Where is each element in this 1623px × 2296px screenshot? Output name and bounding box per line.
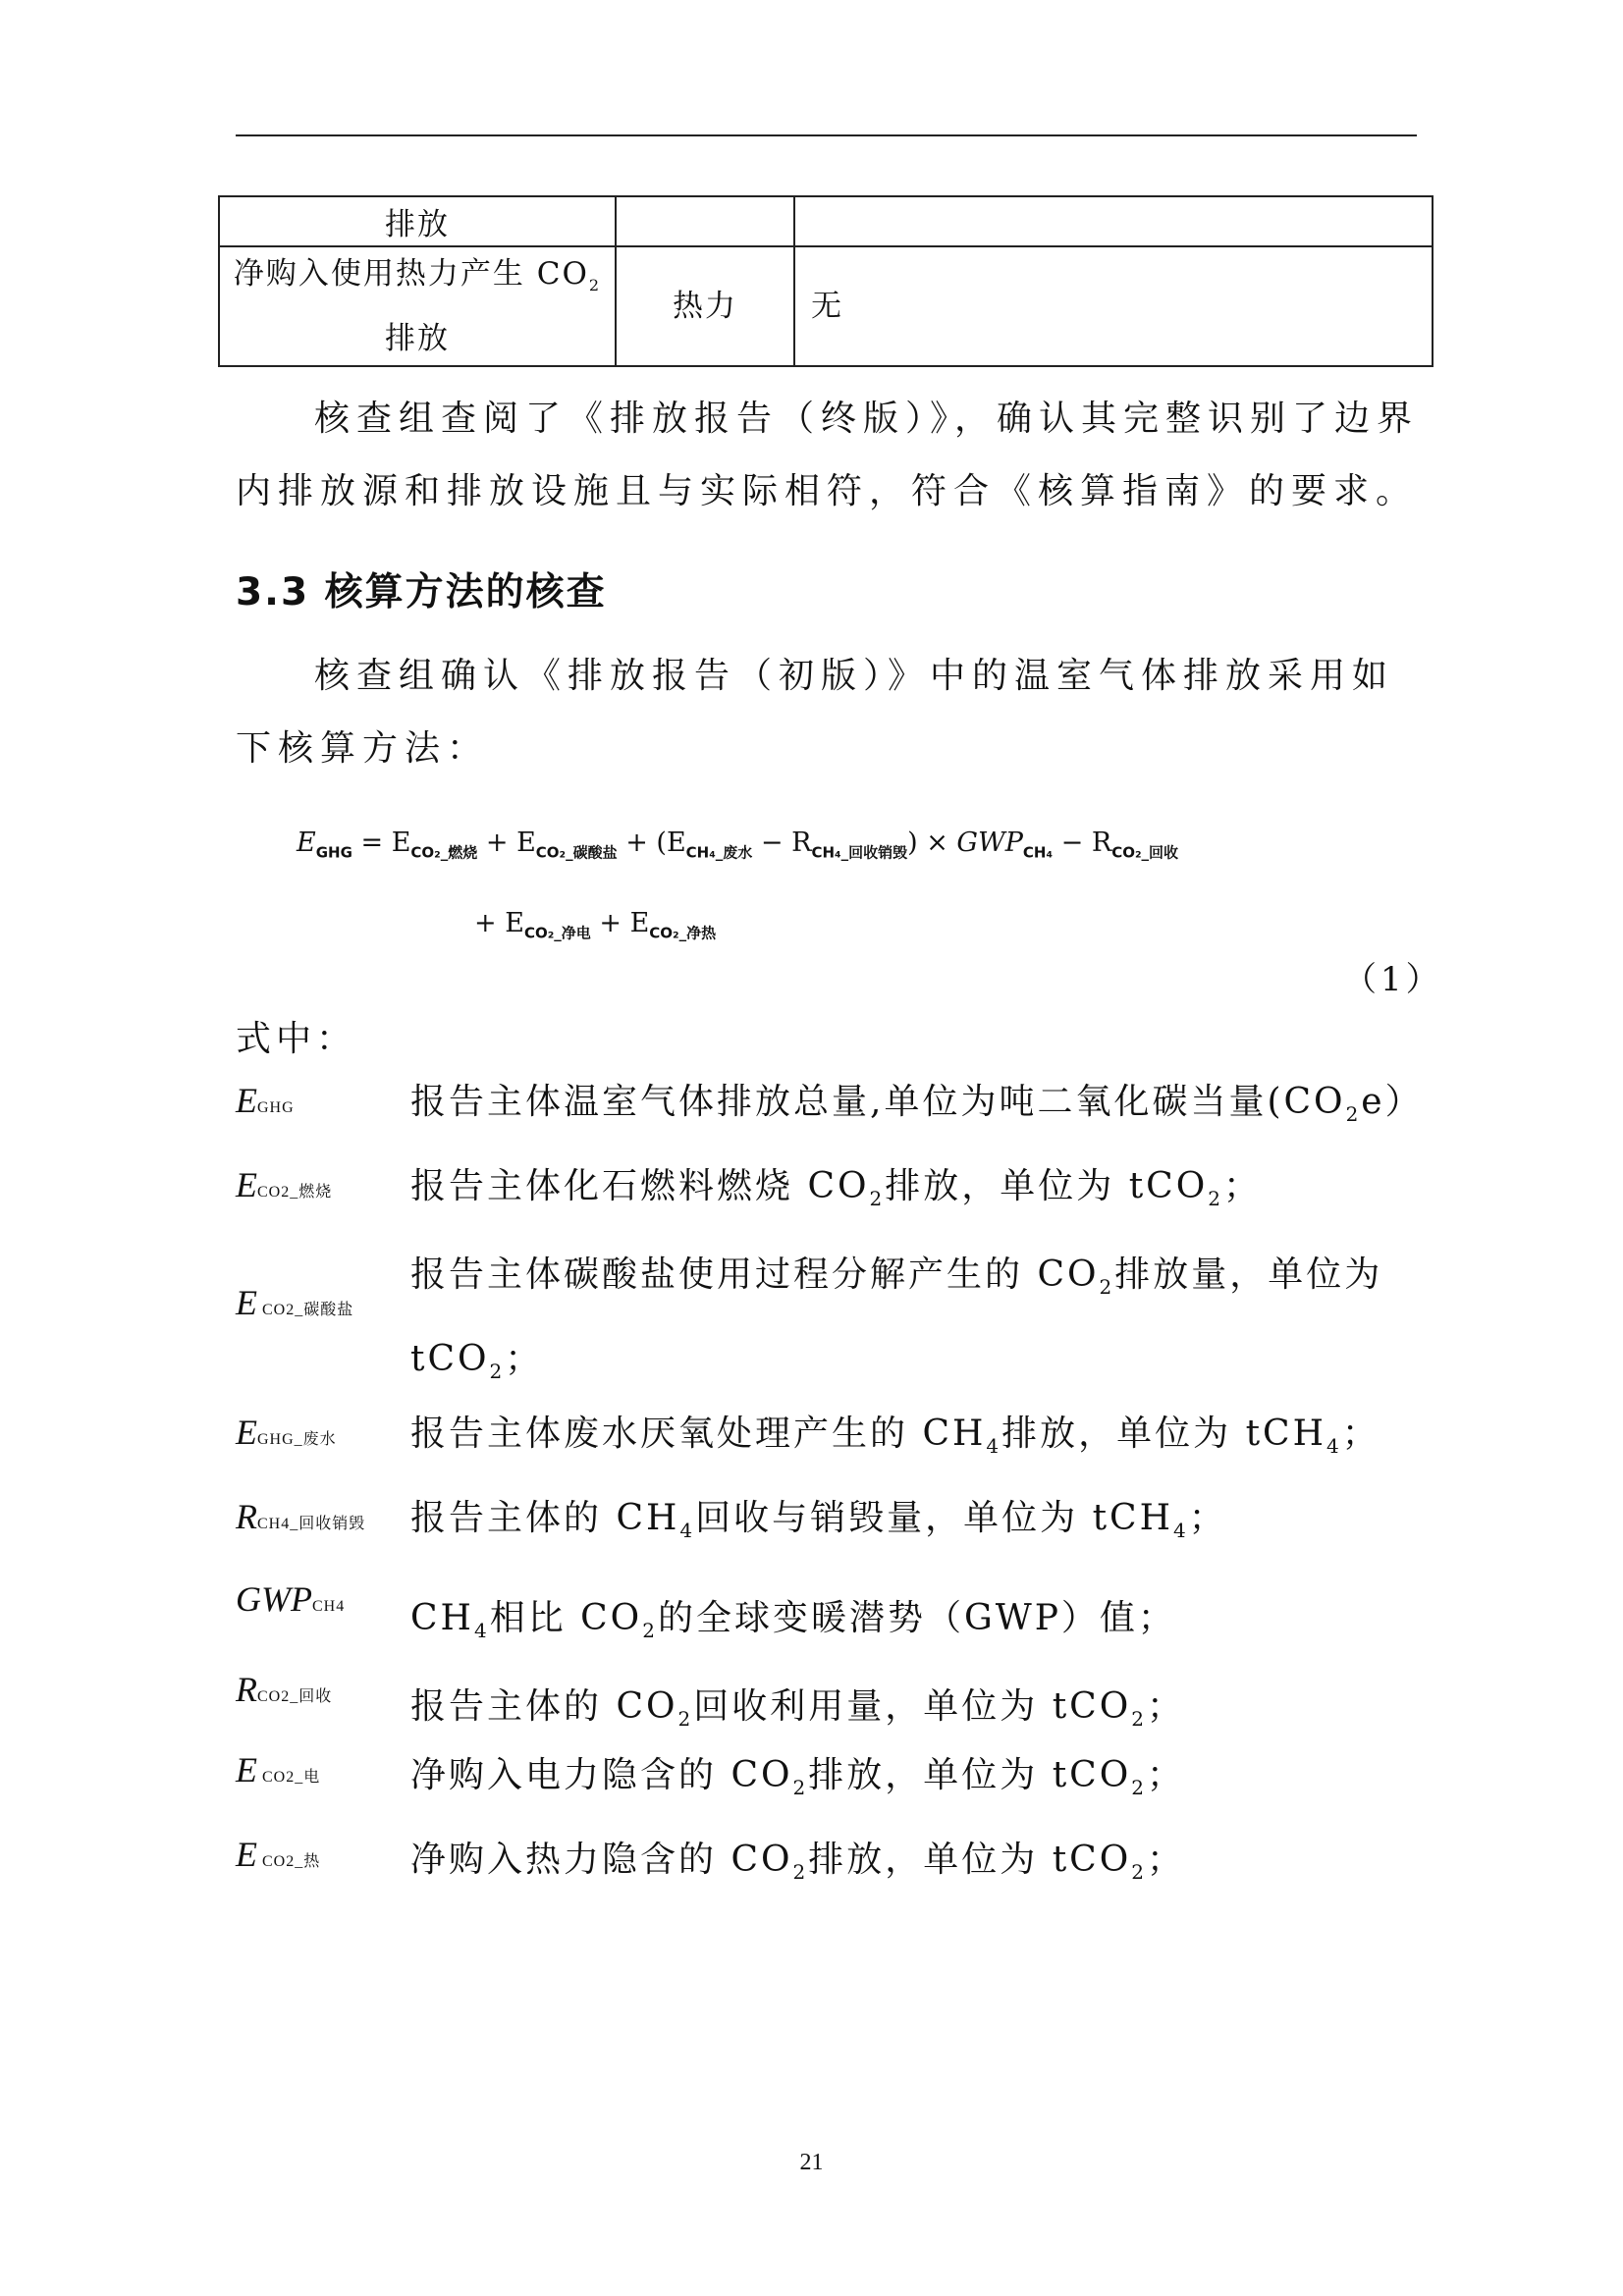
symbol-e-co2-heat: E CO2_热 [236, 1835, 321, 1874]
symbol-e-ghg-wastewater: EGHG_废水 [236, 1413, 337, 1452]
symbol-gwp-ch4: GWPCH4 [236, 1579, 346, 1619]
paragraph-method: 核查组确认《排放报告（初版）》中的温室气体排放采用如下核算方法： [236, 656, 1395, 769]
table-row [219, 196, 1433, 246]
page-number: 21 [799, 2150, 824, 2175]
equation-number: （1） [1343, 960, 1443, 999]
symbol-r-ch4-recovery: RCH4_回收销毁 [236, 1497, 366, 1536]
table-cell-source: 净购入使用热力产生 $CO_2$ 排放 [219, 246, 616, 366]
definition-e-co2-electricity: 净购入电力隐含的 $CO_2$排放，单位为 tCO$_2$； [410, 1755, 1185, 1800]
table-cell-desc: 无 [794, 246, 1433, 366]
where-label: 式中： [236, 1019, 357, 1059]
symbol-e-co2-electricity: E CO2_电 [236, 1750, 321, 1789]
equation-line-1: $E_{GHG} = E_{CO_2\_燃烧} + E_{CO_2\_碳酸盐} + (E_{CH_4\_废水} - R_{CH_4\_回收销毁}) \times GWP_{CH_4} - R_{CO_2\_回收}$ [297, 828, 1179, 862]
definition-gwp-ch4: $CH_4$相比 $CO_2$的全球变暖潜势（GWP）值； [410, 1598, 1176, 1643]
paragraph-conclusion: 核查组查阅了《排放报告（终版）》，确认其完整识别了边界内排放源和排放设施且与实际相符，符合《核算指南》的要求。 [236, 399, 1420, 511]
definition-e-co2-combustion: 报告主体化石燃料燃烧 $CO_2$排放，单位为 tCO$_2$； [410, 1166, 1262, 1211]
table-row [219, 246, 1433, 366]
table-cell-desc [794, 196, 1433, 246]
definition-r-co2-recovery: 报告主体的 $CO_2$回收利用量，单位为 tCO$_2$； [410, 1686, 1185, 1732]
table-cell-type [616, 196, 794, 246]
equation-line-2: + $E_{CO_2\_净电} + E_{CO_2\_净热}$ [474, 908, 717, 942]
definition-e-co2-carbonate: 报告主体碳酸盐使用过程分解产生的 $CO_2$排放量，单位为 tCO$_2$； [410, 1255, 1383, 1384]
symbol-e-co2-combustion: ECO2_燃烧 [236, 1165, 333, 1204]
symbol-e-co2-carbonate: E CO2_碳酸盐 [236, 1283, 354, 1322]
symbol-e-ghg: EGHG [236, 1081, 295, 1120]
header-rule [236, 134, 1417, 136]
section-heading: 3.3 核算方法的核查 [236, 570, 607, 614]
definition-r-ch4-recovery: 报告主体的 $CH_4$回收与销毁量，单位为 tCH$_4$； [410, 1498, 1227, 1543]
table-cell-source: 排放 [219, 196, 616, 246]
table-cell-type: 热力 [616, 246, 794, 366]
definition-e-co2-heat: 净购入热力隐含的 $CO_2$排放，单位为 tCO$_2$； [410, 1840, 1185, 1885]
definition-e-ghg-wastewater: 报告主体废水厌氧处理产生的 $CH_4$排放，单位为 tCH$_4$； [410, 1414, 1380, 1459]
definition-e-ghg: 报告主体温室气体排放总量,单位为吨二氧化碳当量$(CO_2e)$ [410, 1082, 1424, 1127]
symbol-r-co2-recovery: RCO2_回收 [236, 1670, 333, 1709]
emission-source-table [218, 195, 1434, 367]
